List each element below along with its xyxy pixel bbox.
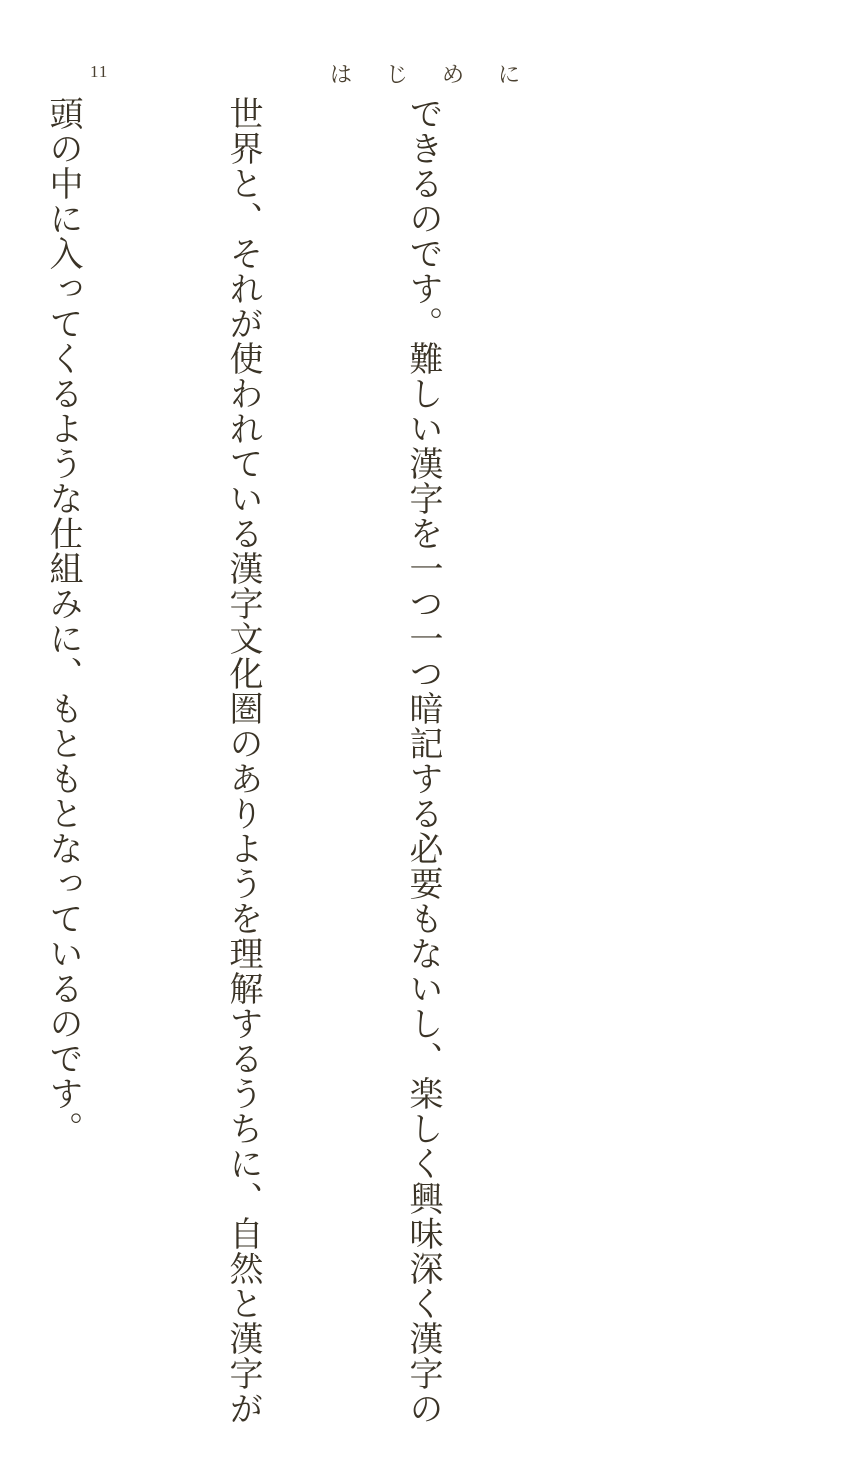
running-head [330,58,520,89]
page-number: 11 [90,62,109,81]
paragraph-1 [0,96,573,1426]
running-head-char: は [330,63,353,88]
running-head-char: め [441,63,464,88]
running-head-char: じ [385,63,408,88]
text-line: できるのです。難しい漢字を一つ一つ暗記する必要もないし、楽しく興味深く漢字の [403,96,443,1426]
text-line: 世界と、それが使われている漢字文化圏のありようを理解するうちに、自然と漢字が [223,96,263,1426]
running-head-char: に [497,63,520,88]
body-text [0,96,753,1426]
text-line: 頭の中に入ってくるような仕組みに、もともとなっているのです。 [43,96,83,1146]
